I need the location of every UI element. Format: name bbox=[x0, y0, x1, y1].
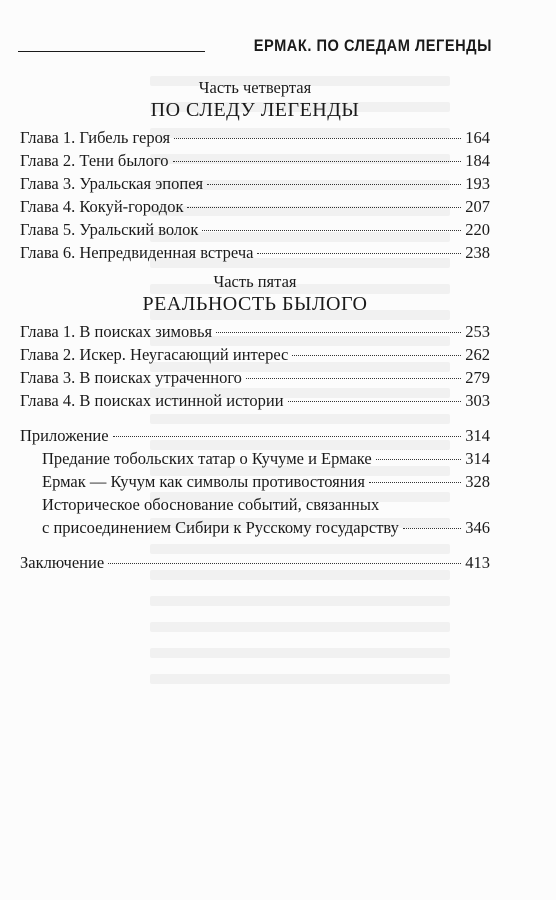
part-title: РЕАЛЬНОСТЬ БЫЛОГО bbox=[142, 293, 368, 315]
chapter-title: Глава 2. Тени былого bbox=[20, 151, 169, 170]
chapter-title: Глава 5. Уральский волок bbox=[20, 220, 199, 239]
page-number: 413 bbox=[465, 553, 490, 572]
toc-entry[interactable] bbox=[20, 389, 490, 412]
page-number: 328 bbox=[465, 472, 490, 491]
subentry-title-line1[interactable]: Историческое обоснование событий, связанных bbox=[42, 495, 380, 514]
header-rule bbox=[18, 51, 205, 53]
toc-entry[interactable] bbox=[20, 172, 490, 195]
dot-leader bbox=[292, 355, 461, 356]
toc-entry[interactable] bbox=[20, 320, 490, 343]
toc-subentry[interactable] bbox=[20, 516, 490, 539]
toc-subentry[interactable] bbox=[20, 447, 490, 470]
chapter-title: Глава 4. В поисках истинной истории bbox=[20, 391, 284, 410]
toc-entry[interactable] bbox=[20, 241, 490, 264]
dot-leader bbox=[216, 332, 461, 333]
page-number: 193 bbox=[465, 174, 490, 193]
toc-entry[interactable] bbox=[20, 149, 490, 172]
running-header bbox=[0, 36, 492, 56]
table-of-contents bbox=[20, 78, 490, 574]
dot-leader bbox=[288, 401, 462, 402]
dot-leader bbox=[376, 459, 462, 460]
page-number: 314 bbox=[465, 426, 490, 445]
dot-leader bbox=[246, 378, 461, 379]
part-label: Часть четвертая bbox=[198, 78, 312, 97]
toc-entry[interactable] bbox=[20, 195, 490, 218]
dot-leader bbox=[202, 230, 461, 231]
toc-entry[interactable] bbox=[20, 218, 490, 241]
part-label: Часть пятая bbox=[213, 272, 297, 291]
chapter-title: Глава 6. Непредвиденная встреча bbox=[20, 243, 254, 262]
appendix-title: Приложение bbox=[20, 426, 109, 445]
page-number: 184 bbox=[465, 151, 490, 170]
dot-leader bbox=[257, 253, 461, 254]
dot-leader bbox=[174, 138, 461, 139]
toc-entry-appendix[interactable] bbox=[20, 424, 490, 447]
toc-entry[interactable] bbox=[20, 366, 490, 389]
toc-subentry[interactable] bbox=[20, 470, 490, 493]
dot-leader bbox=[187, 207, 461, 208]
page-number: 238 bbox=[465, 243, 490, 262]
page-number: 253 bbox=[465, 322, 490, 341]
page-number: 164 bbox=[465, 128, 490, 147]
toc-entry[interactable] bbox=[20, 126, 490, 149]
chapter-title: Глава 1. В поисках зимовья bbox=[20, 322, 213, 341]
running-header-title: ЕРМАК. ПО СЛЕДАМ ЛЕГЕНДЫ bbox=[253, 36, 492, 55]
page-number: 303 bbox=[465, 391, 490, 410]
page-number: 262 bbox=[465, 345, 490, 364]
dot-leader bbox=[113, 436, 462, 437]
page-number: 220 bbox=[465, 220, 490, 239]
chapter-title: Глава 4. Кокуй-городок bbox=[20, 197, 184, 216]
page-number: 279 bbox=[465, 368, 490, 387]
toc-entry-conclusion[interactable] bbox=[20, 551, 490, 574]
dot-leader bbox=[173, 161, 462, 162]
conclusion-title: Заключение bbox=[20, 553, 105, 572]
subentry-title: Предание тобольских татар о Кучуме и Ермаке bbox=[42, 449, 372, 468]
page-number: 346 bbox=[465, 518, 490, 537]
toc-entry[interactable] bbox=[20, 343, 490, 366]
dot-leader bbox=[108, 563, 461, 564]
chapter-title: Глава 3. В поисках утраченного bbox=[20, 368, 242, 387]
dot-leader bbox=[369, 482, 461, 483]
page-number: 207 bbox=[465, 197, 490, 216]
dot-leader bbox=[207, 184, 461, 185]
chapter-title: Глава 2. Искер. Неугасающий интерес bbox=[20, 345, 289, 364]
dot-leader bbox=[403, 528, 461, 529]
chapter-title: Глава 3. Уральская эпопея bbox=[20, 174, 204, 193]
subentry-title-line2: с присоединением Сибири к Русскому государству bbox=[42, 518, 399, 537]
page-number: 314 bbox=[465, 449, 490, 468]
chapter-title: Глава 1. Гибель героя bbox=[20, 128, 171, 147]
part-title: ПО СЛЕДУ ЛЕГЕНДЫ bbox=[150, 99, 360, 121]
subentry-title: Ермак — Кучум как символы противостояния bbox=[42, 472, 365, 491]
